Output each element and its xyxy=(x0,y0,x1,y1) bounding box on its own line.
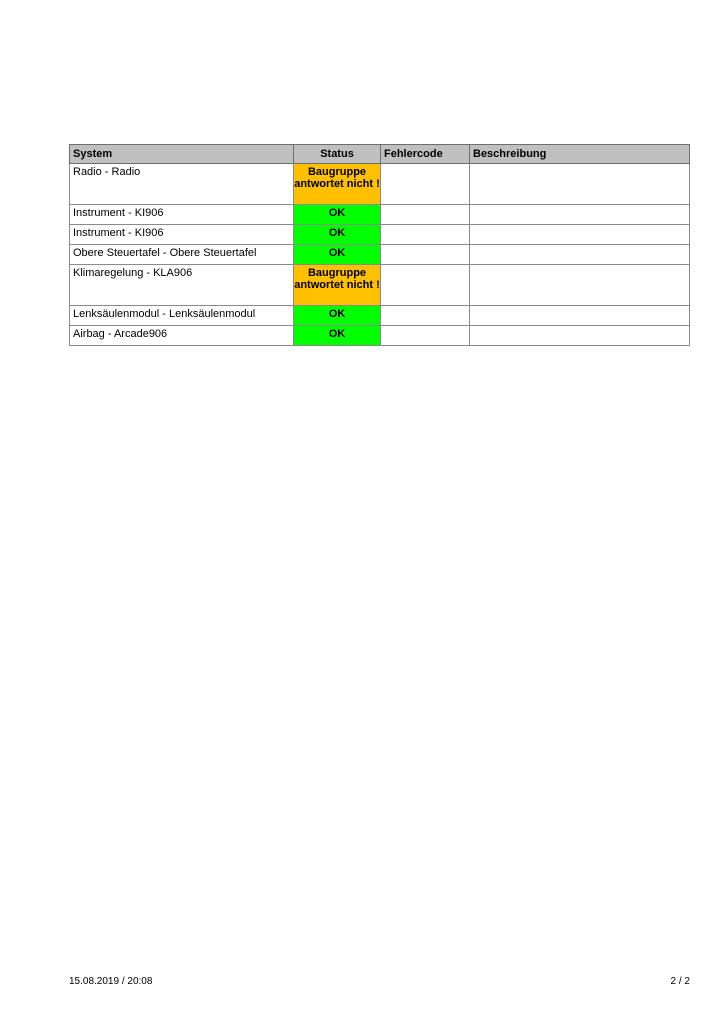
error-code-cell xyxy=(381,265,470,306)
table-header-row xyxy=(70,145,690,164)
table-row xyxy=(70,164,690,205)
system-cell: Klimaregelung - KLA906 xyxy=(70,265,294,306)
table-row xyxy=(70,205,690,225)
column-header-description: Beschreibung xyxy=(470,145,690,164)
description-cell xyxy=(470,326,690,346)
description-cell xyxy=(470,306,690,326)
description-cell xyxy=(470,205,690,225)
error-code-cell xyxy=(381,164,470,205)
description-cell xyxy=(470,225,690,245)
error-code-cell xyxy=(381,205,470,225)
description-cell xyxy=(470,245,690,265)
column-header-system: System xyxy=(70,145,294,164)
system-cell: Instrument - KI906 xyxy=(70,225,294,245)
footer-page-number: 2 / 2 xyxy=(670,976,690,987)
status-cell: OK xyxy=(294,306,381,326)
system-cell: Radio - Radio xyxy=(70,164,294,205)
system-cell: Obere Steuertafel - Obere Steuertafel xyxy=(70,245,294,265)
error-code-cell xyxy=(381,245,470,265)
status-cell: Baugruppe antwortet nicht ! xyxy=(294,164,381,205)
table-row xyxy=(70,245,690,265)
status-cell: OK xyxy=(294,245,381,265)
error-code-cell xyxy=(381,326,470,346)
system-cell: Airbag - Arcade906 xyxy=(70,326,294,346)
system-cell: Instrument - KI906 xyxy=(70,205,294,225)
error-code-cell xyxy=(381,306,470,326)
table-row xyxy=(70,265,690,306)
status-cell: OK xyxy=(294,225,381,245)
status-cell: OK xyxy=(294,205,381,225)
column-header-error-code: Fehlercode xyxy=(381,145,470,164)
status-cell: OK xyxy=(294,326,381,346)
footer-datetime: 15.08.2019 / 20:08 xyxy=(69,976,153,987)
table-row xyxy=(70,225,690,245)
status-report-table xyxy=(69,144,690,346)
table-row xyxy=(70,326,690,346)
status-cell: Baugruppe antwortet nicht ! xyxy=(294,265,381,306)
system-cell: Lenksäulenmodul - Lenksäulenmodul xyxy=(70,306,294,326)
description-cell xyxy=(470,265,690,306)
error-code-cell xyxy=(381,225,470,245)
column-header-status: Status xyxy=(294,145,381,164)
table-row xyxy=(70,306,690,326)
description-cell xyxy=(470,164,690,205)
